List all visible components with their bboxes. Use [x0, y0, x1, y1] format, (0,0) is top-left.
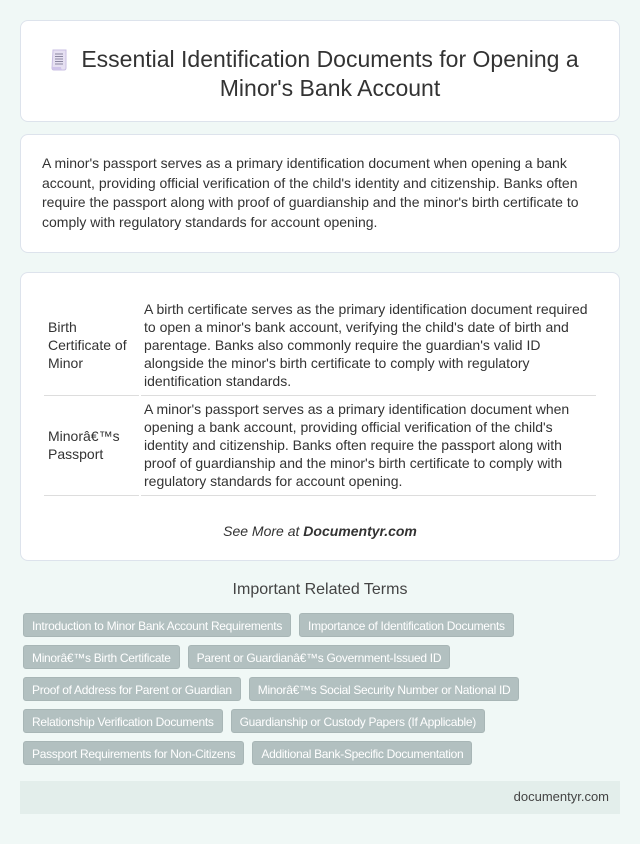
see-more-site[interactable]: Documentyr.com: [303, 523, 417, 539]
related-term-tag[interactable]: Minorâ€™s Social Security Number or National ID: [249, 677, 520, 701]
related-term-tag[interactable]: Proof of Address for Parent or Guardian: [23, 677, 241, 701]
related-terms-heading: Important Related Terms: [232, 581, 408, 598]
header-card: [20, 20, 620, 122]
table-row: [44, 396, 596, 496]
related-term-tag[interactable]: Minorâ€™s Birth Certificate: [23, 645, 180, 669]
related-term-tag[interactable]: Guardianship or Custody Papers (If Applicable): [231, 709, 485, 733]
row-term: Minorâ€™s Passport: [44, 396, 139, 496]
related-term-tag[interactable]: Introduction to Minor Bank Account Requirements: [23, 613, 291, 637]
summary-text: A minor's passport serves as a primary identification document when opening a bank account, providing official verification of the child's identity and citizenship. Banks often require the passport along with proof of guardianship and the minor's birth certificate to comply with regulatory standards for account opening.: [42, 155, 579, 230]
related-terms-list: [23, 613, 623, 765]
summary-card: [20, 134, 620, 253]
footer: [20, 781, 620, 814]
related-term-tag[interactable]: Relationship Verification Documents: [23, 709, 223, 733]
related-term-tag[interactable]: Additional Bank-Specific Documentation: [252, 741, 472, 765]
row-description: A birth certificate serves as the primary identification document required to open a minor's bank account, verifying the child's date of birth and parentage. Banks also commonly require the guardian's valid ID alongside the minor's birth certificate to comply with regulatory identification standards.: [141, 296, 596, 396]
related-term-tag[interactable]: Parent or Guardianâ€™s Government-Issued ID: [188, 645, 451, 669]
table-row: [44, 296, 596, 396]
related-term-tag[interactable]: Importance of Identification Documents: [299, 613, 514, 637]
documents-table: [42, 296, 598, 496]
see-more-link[interactable]: [21, 523, 619, 539]
documents-card: [20, 272, 620, 561]
related-term-tag[interactable]: Passport Requirements for Non-Citizens: [23, 741, 244, 765]
see-more-prefix: See More at: [223, 523, 304, 539]
footer-site-link[interactable]: documentyr.com: [513, 789, 609, 804]
page-title: Essential Identification Documents for Opening a Minor's Bank Account: [81, 46, 579, 101]
row-description: A minor's passport serves as a primary identification document when opening a bank account, providing official verification of the child's identity and citizenship. Banks often require the passport along with proof of guardianship and the minor's birth certificate to comply with regulatory standards for account opening.: [141, 396, 596, 496]
row-term: Birth Certificate of Minor: [44, 296, 139, 396]
